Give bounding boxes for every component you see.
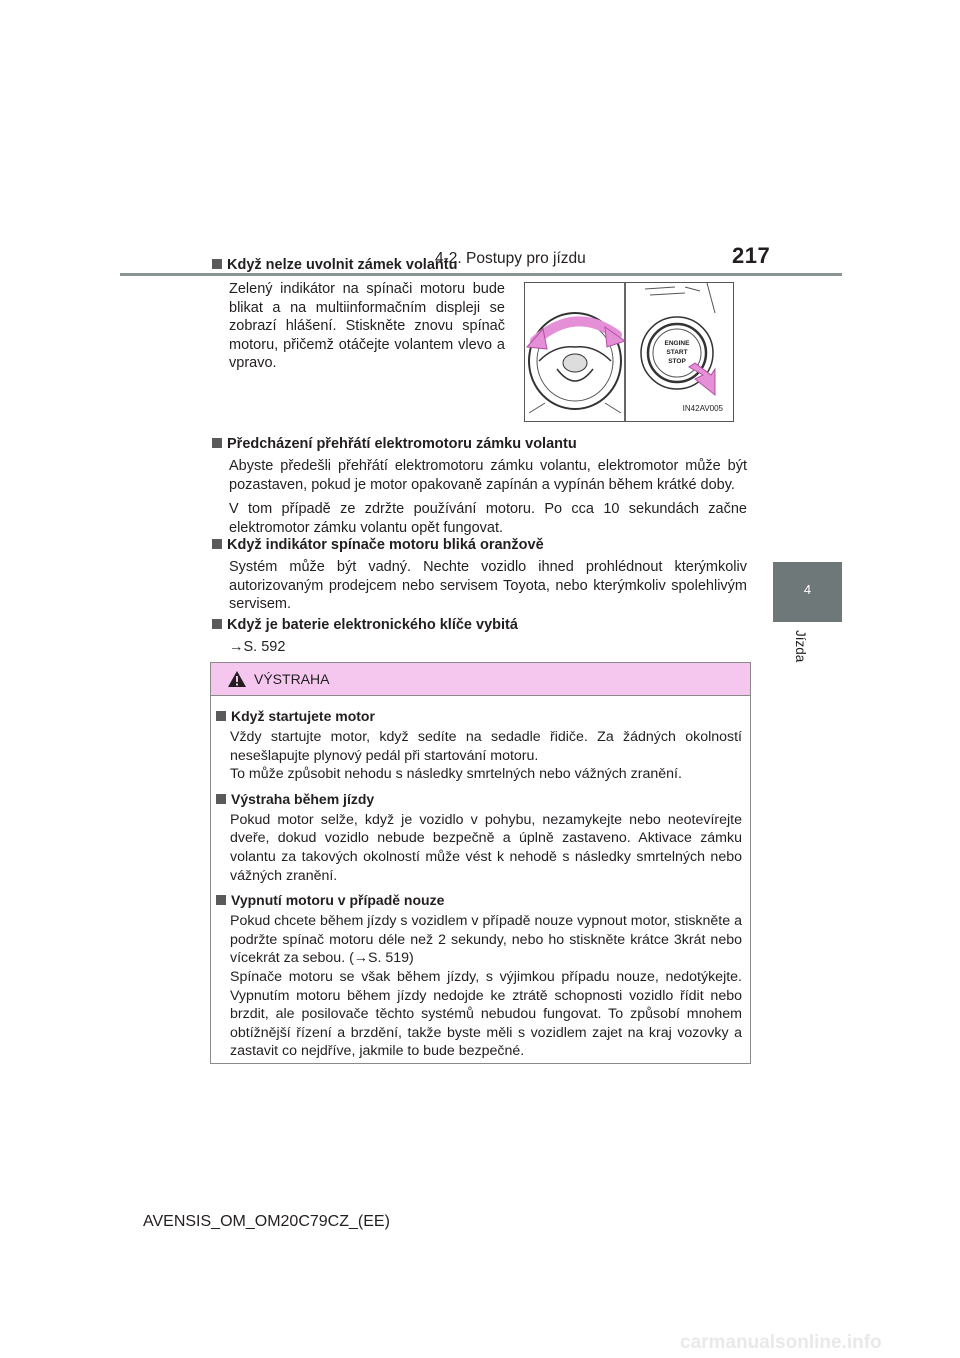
section-paragraph: Zelený indikátor na spínači motoru bude blikat a na multiinformačním displeji se zobrazí hlášení. Stiskněte znovu spínač motoru, přičemž otáčejte volantem vlevo a vpravo. bbox=[229, 281, 505, 372]
warning-item bbox=[216, 891, 742, 1061]
warning-header bbox=[211, 663, 750, 696]
chapter-tab bbox=[773, 562, 842, 622]
section-paragraph: Abyste předešli přehřátí elektromotoru zámku volantu, elektromotor může být pozastaven, pokud je motor opakovaně zapínán a vypínán během krátké doby. bbox=[229, 458, 747, 493]
warning-triangle-icon bbox=[227, 670, 247, 688]
section-paragraph: Systém může být vadný. Nechte vozidlo ihned prohlédnout kterýmkoliv autorizovaným prodejcem nebo servisem Toyota, nebo kterýmkoliv spolehlivým servisem. bbox=[229, 559, 747, 613]
warning-paragraph: Pokud motor selže, když je vozidlo v pohybu, nezamykejte nebo neotevírejte dveře, dokud vozidlo nebude bezpečně a úplně zastaveno. Aktivace zámku volantu za takových okolností může vést k nehodě s následky smrtelných nebo vážných zranění. bbox=[230, 811, 742, 884]
chapter-side-label bbox=[773, 622, 842, 720]
warning-item-title: Výstraha během jízdy bbox=[216, 790, 742, 808]
steering-wheel-button-icon bbox=[525, 283, 733, 421]
square-bullet-icon bbox=[216, 711, 226, 721]
warning-item-title: Vypnutí motoru v případě nouze bbox=[216, 891, 742, 909]
chapter-label: Jízda bbox=[793, 630, 808, 663]
square-bullet-icon bbox=[212, 259, 222, 269]
warning-paragraph: Pokud chcete během jízdy s vozidlem v případě nouze vypnout motor, stiskněte a podržte spínač motoru déle než 2 sekundy, nebo ho stiskněte krátce 3krát nebo vícekrát za sebou. (→S. 519) bbox=[230, 913, 742, 967]
section-key-battery bbox=[212, 616, 747, 657]
square-bullet-icon bbox=[216, 794, 226, 804]
chapter-number: 4 bbox=[803, 582, 812, 597]
section-paragraph: V tom případě ze zdržte používání motoru. Po cca 10 sekundách začne elektromotor zámku volantu opět fungovat. bbox=[229, 501, 747, 536]
page-reference-link[interactable]: →S. 592 bbox=[229, 639, 286, 655]
button-label-line: STOP bbox=[668, 358, 686, 365]
section-title: Předcházení přehřátí elektromotoru zámku volantu bbox=[212, 435, 747, 453]
warning-item bbox=[216, 790, 742, 885]
warning-title: VÝSTRAHA bbox=[254, 671, 330, 687]
square-bullet-icon bbox=[216, 895, 226, 905]
document-code: AVENSIS_OM_OM20C79CZ_(EE) bbox=[143, 1213, 390, 1230]
warning-body bbox=[216, 707, 742, 1067]
warning-item-title: Když startujete motor bbox=[216, 707, 742, 725]
running-header-section: 4-2. Postupy pro jízdu bbox=[435, 250, 586, 267]
square-bullet-icon bbox=[212, 438, 222, 448]
warning-box bbox=[210, 662, 751, 1064]
section-title: Když je baterie elektronického klíče vybitá bbox=[212, 616, 747, 634]
watermark-logo bbox=[680, 1330, 950, 1354]
section-indicator-orange bbox=[212, 536, 747, 614]
svg-text:carmanualsonline.info: carmanualsonline.info bbox=[680, 1332, 882, 1353]
section-motor-overheat bbox=[212, 435, 747, 537]
section-title: Když nelze uvolnit zámek volantu bbox=[212, 256, 747, 274]
section-title: Když indikátor spínače motoru bliká oranžově bbox=[212, 536, 747, 554]
figure-code: IN42AV005 bbox=[682, 404, 723, 413]
warning-paragraph: Vždy startujte motor, když sedíte na sedadle řidiče. Za žádných okolností nesešlapujte plynový pedál při startování motoru. bbox=[230, 729, 742, 764]
button-label-line: ENGINE bbox=[664, 340, 690, 347]
page-number: 217 bbox=[732, 243, 771, 268]
warning-paragraph: To může způsobit nehodu s následky smrtelných nebo vážných zranění. bbox=[230, 766, 682, 783]
steering-wheel-illustration bbox=[524, 282, 734, 422]
warning-item bbox=[216, 707, 742, 784]
warning-paragraph: Spínače motoru se však během jízdy, s výjimkou případu nouze, nedotýkejte. Vypnutím motoru během jízdy nedojde ke ztrátě schopnosti vozidlo řídit nebo brzdit, ale posilovače těchto systémů nebudou fungovat. To způsobí mnohem obtížnější řízení a brzdění, takže byste měli s vozidlem zajet na kraj vozovky a zastavit co nejdříve, jakmile to bude bezpečné. bbox=[230, 968, 742, 1060]
button-label-line: START bbox=[666, 349, 688, 356]
square-bullet-icon bbox=[212, 539, 222, 549]
square-bullet-icon bbox=[212, 619, 222, 629]
